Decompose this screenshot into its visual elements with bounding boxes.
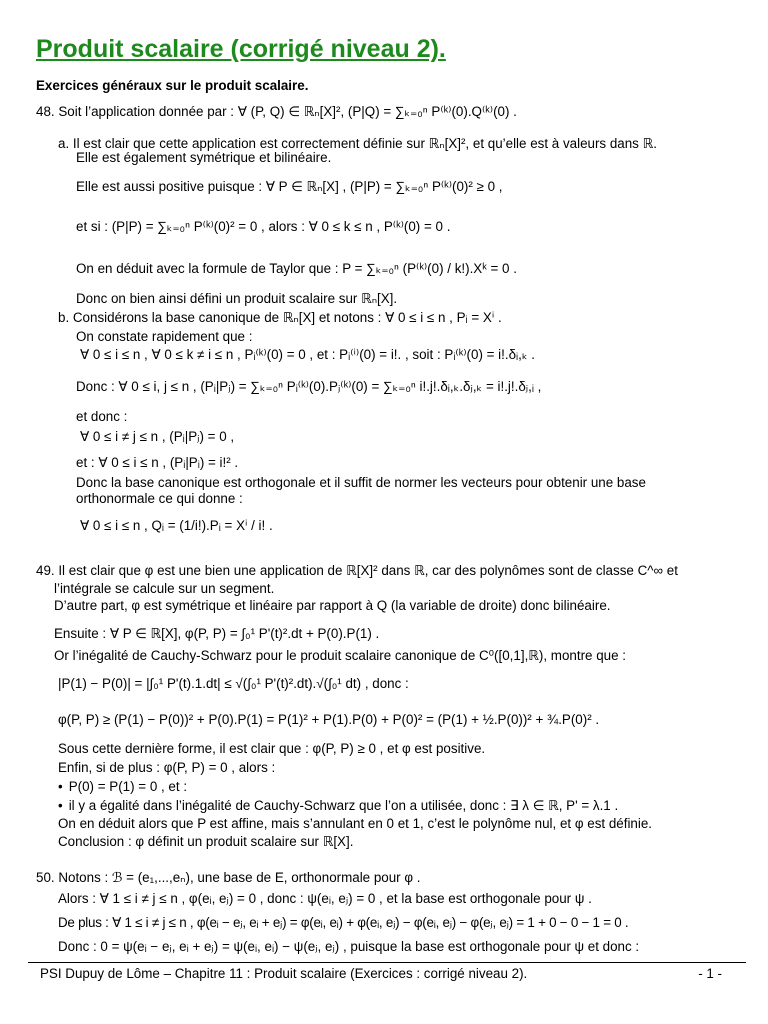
ex48-b-orthonormal-basis: ∀ 0 ≤ i ≤ n , Qᵢ = (1/i!).Pᵢ = Xⁱ / i! . bbox=[80, 518, 273, 533]
ex49-inequality: |P(1) − P(0)| = |∫₀¹ P'(t).1.dt| ≤ √(∫₀¹ P'(t)².dt).√(∫₀¹ dt) , donc : bbox=[58, 676, 409, 691]
footer-divider bbox=[28, 962, 746, 963]
section-heading: Exercices généraux sur le produit scalaire. bbox=[36, 78, 309, 93]
ex48-b-line2: On constate rapidement que : bbox=[76, 329, 253, 344]
footer-text: PSI Dupuy de Lôme – Chapitre 11 : Produit scalaire (Exercices : corrigé niveau 2). bbox=[40, 966, 528, 981]
exercise-49-line1: 49. Il est clair que φ est une bien une application de ℝ[X]² dans ℝ, car des polynômes sont de classe C^∞ et bbox=[36, 563, 678, 578]
ex49-lower-bound: φ(P, P) ≥ (P(1) − P(0))² + P(0).P(1) = P(1)² + P(1).P(0) + P(0)² = (P(1) + ½.P(0))² + ¾.P(0)² . bbox=[58, 712, 600, 727]
ex49-conclusion: Conclusion : φ définit un produit scalaire sur ℝ[X]. bbox=[58, 834, 354, 849]
ex48-b-conclusion1: Donc la base canonique est orthogonale et il suffit de normer les vecteurs pour obtenir une base bbox=[76, 475, 646, 490]
ex48-b-et-donc: et donc : bbox=[76, 409, 128, 424]
ex49-positive: Sous cette dernière forme, il est clair que : φ(P, P) ≥ 0 , et φ est positive. bbox=[58, 741, 486, 756]
ex49-bullet-2 bbox=[58, 798, 618, 814]
page-footer bbox=[40, 966, 722, 981]
ex48-b-orthogonal: ∀ 0 ≤ i ≠ j ≤ n , (Pᵢ|Pⱼ) = 0 , bbox=[80, 429, 235, 444]
exercise-50-line1: 50. Notons : ℬ = (e₁,...,eₙ), une base de E, orthonormale pour φ . bbox=[36, 870, 421, 885]
ex48-b-norms: et : ∀ 0 ≤ i ≤ n , (Pᵢ|Pᵢ) = i!² . bbox=[76, 455, 239, 470]
ex49-cauchy-schwarz: Or l’inégalité de Cauchy-Schwarz pour le produit scalaire canonique de C⁰([0,1],ℝ), montre que : bbox=[54, 648, 626, 663]
ex49-if-zero: Enfin, si de plus : φ(P, P) = 0 , alors : bbox=[58, 760, 276, 775]
page-title: Produit scalaire (corrigé niveau 2). bbox=[36, 35, 446, 63]
ex50-de-plus: De plus : ∀ 1 ≤ i ≠ j ≤ n , φ(eᵢ − eⱼ, eᵢ + eⱼ) = φ(eᵢ, eᵢ) + φ(eᵢ, eⱼ) − φ(eᵢ, eⱼ) − φ(eⱼ, eⱼ) = 1 + 0 − 0 − 1 = 0 . bbox=[58, 915, 629, 930]
bullet-icon: • bbox=[58, 798, 63, 813]
ex49-bullet-2-text: il y a égalité dans l’inégalité de Cauchy-Schwarz que l’on a utilisée, donc : ∃ λ ∈ ℝ, P' = λ.1 . bbox=[68, 798, 619, 813]
page-number: - 1 - bbox=[698, 966, 722, 981]
bullet-icon: • bbox=[58, 779, 63, 794]
ex48-a-line1: a. Il est clair que cette application est correctement définie sur ℝₙ[X]², et qu’elle est à valeurs dans ℝ. bbox=[58, 136, 657, 151]
ex49-bullet-1 bbox=[58, 779, 187, 795]
ex48-a-line2: Elle est également symétrique et bilinéaire. bbox=[76, 150, 332, 165]
ex49-definition: Ensuite : ∀ P ∈ ℝ[X], φ(P, P) = ∫₀¹ P'(t)².dt + P(0).P(1) . bbox=[54, 626, 380, 641]
ex48-a-conclusion: Donc on bien ainsi défini un produit scalaire sur ℝₙ[X]. bbox=[76, 291, 398, 306]
exercise-48-statement: 48. Soit l’application donnée par : ∀ (P, Q) ∈ ℝₙ[X]², (P|Q) = ∑ₖ₌₀ⁿ P⁽ᵏ⁾(0).Q⁽ᵏ⁾(0) . bbox=[36, 104, 517, 119]
ex48-b-derivatives: ∀ 0 ≤ i ≤ n , ∀ 0 ≤ k ≠ i ≤ n , Pᵢ⁽ᵏ⁾(0) = 0 , et : Pᵢ⁽ⁱ⁾(0) = i!. , soit : Pᵢ⁽ᵏ⁾(0) = i!.δᵢ,ₖ . bbox=[80, 347, 536, 362]
ex48-b-conclusion2: orthonormale ce qui donne : bbox=[76, 491, 243, 506]
ex50-donc: Donc : 0 = ψ(eᵢ − eⱼ, eᵢ + eⱼ) = ψ(eᵢ, eᵢ) − ψ(eⱼ, eⱼ) , puisque la base est orthogonale pour ψ et donc : bbox=[58, 939, 640, 954]
ex49-affine: On en déduit alors que P est affine, mais s’annulant en 0 et 1, c’est le polynôme nul, et φ est définie. bbox=[58, 816, 653, 831]
ex48-a-taylor: On en déduit avec la formule de Taylor que : P = ∑ₖ₌₀ⁿ (P⁽ᵏ⁾(0) / k!).Xᵏ = 0 . bbox=[76, 261, 517, 276]
ex49-bullet-1-text: P(0) = P(1) = 0 , et : bbox=[68, 779, 188, 794]
ex50-orthogonal: Alors : ∀ 1 ≤ i ≠ j ≤ n , φ(eᵢ, eⱼ) = 0 , donc : ψ(eᵢ, eⱼ) = 0 , et la base est orthogonale pour ψ . bbox=[58, 891, 592, 906]
ex48-b-scalar-products: Donc : ∀ 0 ≤ i, j ≤ n , (Pᵢ|Pⱼ) = ∑ₖ₌₀ⁿ Pᵢ⁽ᵏ⁾(0).Pⱼ⁽ᵏ⁾(0) = ∑ₖ₌₀ⁿ i!.j!.δᵢ,ₖ.δⱼ,ₖ = i!.j!.δⱼ,ᵢ , bbox=[76, 379, 542, 394]
ex49-bilinear: D’autre part, φ est symétrique et linéaire par rapport à Q (la variable de droite) donc bilinéaire. bbox=[54, 598, 611, 613]
ex48-a-positive: Elle est aussi positive puisque : ∀ P ∈ ℝₙ[X] , (P|P) = ∑ₖ₌₀ⁿ P⁽ᵏ⁾(0)² ≥ 0 , bbox=[76, 179, 503, 194]
ex48-a-definite: et si : (P|P) = ∑ₖ₌₀ⁿ P⁽ᵏ⁾(0)² = 0 , alors : ∀ 0 ≤ k ≤ n , P⁽ᵏ⁾(0) = 0 . bbox=[76, 219, 451, 234]
ex49-line2: l’intégrale se calcule sur un segment. bbox=[54, 581, 275, 596]
ex48-b-line1: b. Considérons la base canonique de ℝₙ[X] et notons : ∀ 0 ≤ i ≤ n , Pᵢ = Xⁱ . bbox=[58, 310, 502, 325]
